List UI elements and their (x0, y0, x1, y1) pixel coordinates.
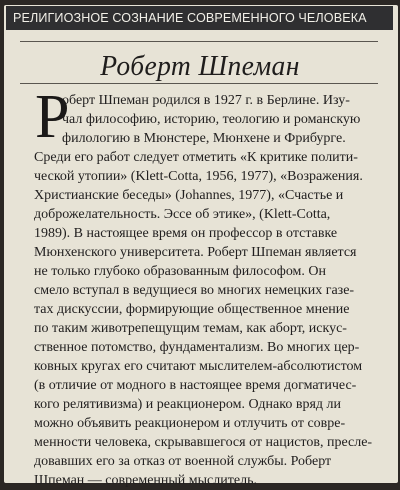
drop-cap: Р (35, 83, 70, 151)
section-header-title: РЕЛИГИОЗНОЕ СОЗНАНИЕ СОВРЕМЕННОГО ЧЕЛОВЕКА (13, 11, 367, 25)
body-line: филологию в Мюнстере, Мюнхене и Фрибурге. (62, 131, 346, 146)
body-line: доброжелательность. Эссе об этике», (Klett-Cotta, (34, 207, 331, 222)
body-line: ческой утопии» (Klett-Cotta, 1956, 1977), «Возражения. (34, 169, 363, 184)
title-bottom-rule (20, 83, 378, 84)
body-line: Среди его работ следует отметить «К критике полити- (34, 150, 358, 165)
body-line: чал философию, историю, теологию и романскую (62, 112, 361, 127)
body-line: 1989). В настоящее время он профессор в отставке (34, 226, 338, 241)
body-line: кого релятивизма) и реакционером. Однако вряд ли (34, 397, 341, 412)
body-line: ственное потомство, фундаментализм. Во многих цер- (34, 340, 360, 355)
body-line: смело вступал в ведущиеся во многих немецких газе- (34, 283, 355, 298)
article-body (34, 91, 386, 490)
body-line: можно объявить реакционером и отлучить от совре- (34, 416, 346, 431)
body-line: менности человека, скрывавшегося от нацистов, пресле- (34, 435, 373, 450)
body-line: оберт Шпеман родился в 1927 г. в Берлине. Изу- (62, 93, 350, 108)
author-title: Роберт Шпеман (100, 50, 300, 82)
body-line: по таким животрепещущим темам, как аборт, искус- (34, 321, 347, 336)
body-line: Христианские беседы» (Johannes, 1977), «Счастье и (34, 188, 344, 203)
body-line: не только глубоко образованным философом. Он (34, 264, 327, 279)
body-line: (в отличие от модного в настоящее время догматичес- (34, 378, 357, 393)
body-line: ковных кругах его считают мыслителем-абсолютистом (34, 359, 363, 374)
body-line: Мюнхенского университета. Роберт Шпеман является (34, 245, 357, 260)
body-line: тах дискуссии, формирующие общественное мнение (34, 302, 350, 317)
section-header (6, 6, 393, 30)
body-line: довавших его за отказ от военной службы. Роберт (34, 454, 332, 469)
title-top-rule (20, 41, 378, 42)
body-line: Шпеман — современный мыслитель. (34, 473, 257, 488)
